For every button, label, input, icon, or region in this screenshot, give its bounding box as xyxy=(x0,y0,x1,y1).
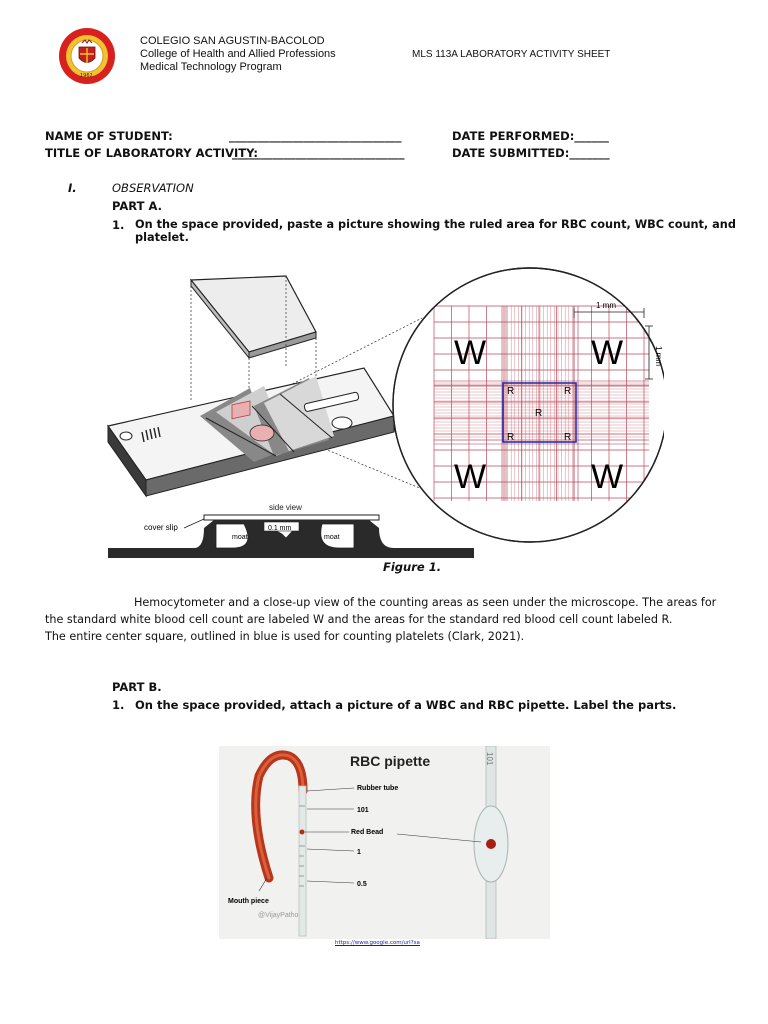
mouth-piece-label: Mouth piece xyxy=(228,898,269,905)
r-label-3: R xyxy=(535,408,543,419)
description-line-2: the standard white blood cell count are labeled W and the areas for the standard red blood cell count labeled R. xyxy=(45,613,673,626)
part-a-heading: PART A. xyxy=(112,199,162,213)
activity-sheet-title: MLS 113A LABORATORY ACTIVITY SHEET xyxy=(412,49,611,60)
point-one-mm-label: 0.1 mm xyxy=(268,525,292,532)
source-link[interactable]: https://www.google.com/url?sa xyxy=(335,940,420,946)
header-block xyxy=(140,35,336,74)
rubber-tube-label: Rubber tube xyxy=(357,785,399,792)
r-label-2: R xyxy=(564,386,572,397)
title-blank[interactable]: ______________________________ xyxy=(232,146,405,160)
logo-year: 1962 xyxy=(80,73,93,79)
one-mm-top-label: 1 mm xyxy=(596,301,616,310)
date-performed[interactable]: DATE PERFORMED:______ xyxy=(452,129,609,143)
rbc-pipette-photo xyxy=(219,746,550,939)
section-title: OBSERVATION xyxy=(112,181,194,195)
w-label-top-right: W xyxy=(591,334,624,372)
figure-1-description xyxy=(45,594,735,645)
red-bead-label: Red Bead xyxy=(351,829,384,836)
side-view-label: side view xyxy=(269,503,302,512)
pipette-title: RBC pipette xyxy=(350,753,431,769)
name-label: NAME OF STUDENT: xyxy=(45,129,173,143)
section-numeral: I. xyxy=(68,181,77,195)
moat-label-left: moat xyxy=(232,534,248,541)
cover-slip-label: cover slip xyxy=(144,523,178,532)
hemocytometer-figure xyxy=(104,266,664,560)
moat-label-right: moat xyxy=(324,534,340,541)
r-label-4: R xyxy=(507,432,515,443)
description-line-3: The entire center square, outlined in blue is used for counting platelets (Clark, 2021). xyxy=(45,630,525,643)
part-a-item-text: On the space provided, paste a picture showing the ruled area for RBC count, WBC count, and platelet. xyxy=(135,218,736,244)
part-b-item-text: On the space provided, attach a picture of a WBC and RBC pipette. Label the parts. xyxy=(135,698,677,712)
mark-101-label: 101 xyxy=(357,807,369,814)
part-a-item-number: 1. xyxy=(112,218,125,232)
r-label-5: R xyxy=(564,432,572,443)
school-logo xyxy=(58,27,116,85)
w-label-bottom-right: W xyxy=(591,458,624,496)
mark-1-label: 1 xyxy=(357,849,361,856)
glass-101-label: 101 xyxy=(485,752,494,766)
one-mm-side-label: 1 mm xyxy=(654,346,663,366)
date-submitted[interactable]: DATE SUBMITTED:_______ xyxy=(452,146,610,160)
college-name: College of Health and Allied Professions xyxy=(140,48,336,60)
name-blank[interactable]: ______________________________ xyxy=(229,129,402,143)
title-label: TITLE OF LABORATORY ACTIVITY: xyxy=(45,146,259,160)
w-label-top-left: W xyxy=(454,334,487,372)
description-line-1: Hemocytometer and a close-up view of the counting areas as seen under the microscope. The areas for xyxy=(134,596,717,609)
watermark-label: @VijayPatho xyxy=(258,912,299,919)
part-b-heading: PART B. xyxy=(112,680,162,694)
program-name: Medical Technology Program xyxy=(140,61,282,73)
w-label-bottom-left: W xyxy=(454,458,487,496)
school-name: COLEGIO SAN AGUSTIN-BACOLOD xyxy=(140,35,325,47)
r-label-1: R xyxy=(507,386,515,397)
part-b-item-number: 1. xyxy=(112,698,125,712)
mark-05-label: 0.5 xyxy=(357,881,367,888)
figure-1-caption: Figure 1. xyxy=(383,560,442,574)
